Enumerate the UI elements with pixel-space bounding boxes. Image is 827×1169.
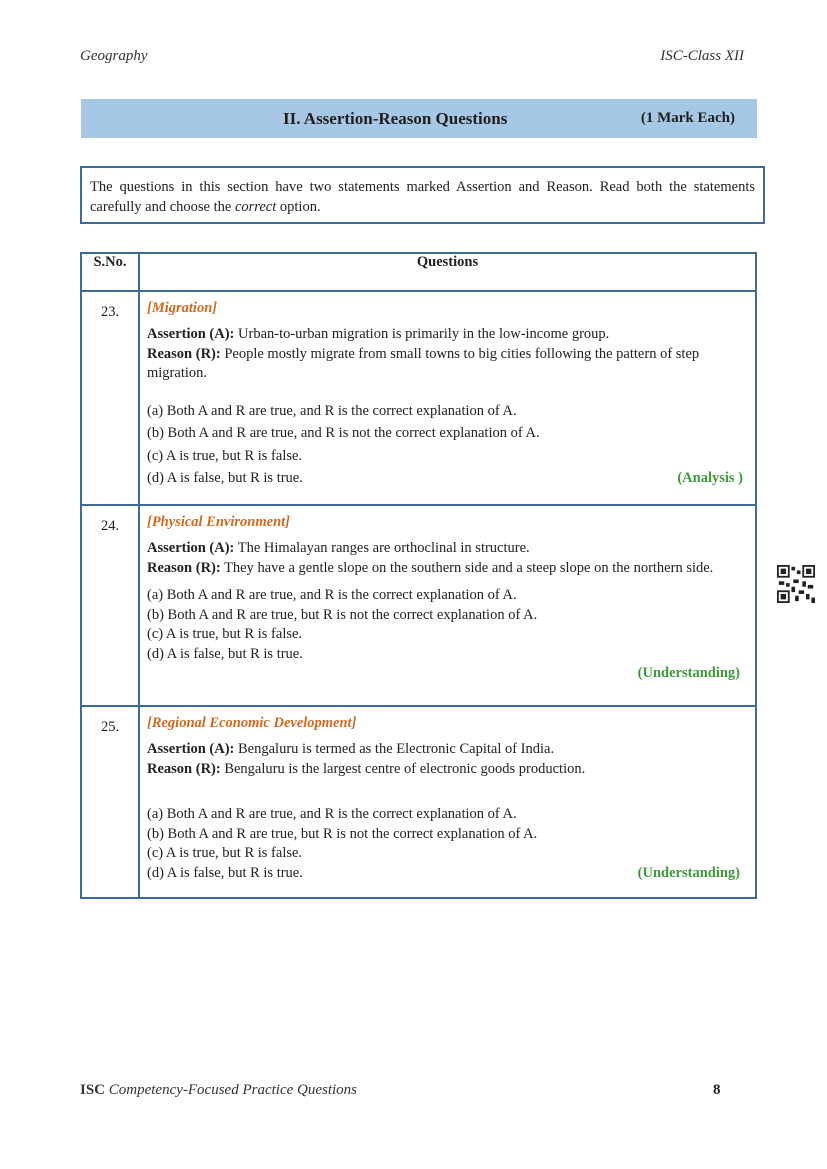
assertion-text: The Himalayan ranges are orthoclinal in structure. xyxy=(234,540,530,556)
assertion-text: Urban-to-urban migration is primarily in the low-income group. xyxy=(234,326,610,342)
assertion-line xyxy=(147,740,748,760)
option-d: (d) A is false, but R is true. xyxy=(147,645,303,662)
reason-text: Bengaluru is the largest centre of electronic goods production. xyxy=(220,760,586,777)
reason-label: Reason (R): xyxy=(147,559,221,576)
assertion-label: Assertion (A): xyxy=(147,741,235,757)
column-header-questions: Questions xyxy=(139,253,756,291)
column-header-sno: S.No. xyxy=(81,253,139,291)
option-d-text: (d) A is false, but R is true. xyxy=(147,470,303,486)
question-cell xyxy=(139,505,756,706)
reason-text: People mostly migrate from small towns to big cities following the pattern of step migration. xyxy=(147,345,700,381)
option-a: (a) Both A and R are true, and R is the correct explanation of A. xyxy=(147,402,517,419)
instructions-tail: option. xyxy=(276,199,321,215)
option-c: (c) A is true, but R is false. xyxy=(147,626,303,642)
question-number: 23. xyxy=(81,291,139,505)
option-a: (a) Both A and R are true, and R is the correct explanation of A. xyxy=(147,806,517,822)
table-header-row xyxy=(81,253,756,291)
header-class: ISC-Class XII xyxy=(660,48,744,64)
assertion-line xyxy=(147,325,748,345)
option-d-text: (d) A is false, but R is true. xyxy=(147,864,303,881)
reason-line xyxy=(147,760,748,780)
reason-line xyxy=(147,345,748,384)
cognitive-level: (Understanding) xyxy=(637,864,740,881)
reason-line xyxy=(147,559,748,579)
table-row xyxy=(81,505,756,706)
assertion-label: Assertion (A): xyxy=(147,326,235,342)
question-topic: [Migration] xyxy=(147,300,218,316)
option-c: (c) A is true, but R is false. xyxy=(147,447,303,464)
header-subject: Geography xyxy=(80,48,148,64)
table-row xyxy=(81,706,756,898)
question-topic: [Physical Environment] xyxy=(147,514,290,530)
questions-table xyxy=(80,252,757,899)
option-b: (b) Both A and R are true, but R is not the correct explanation of A. xyxy=(147,606,538,623)
option-b: (b) Both A and R are true, and R is not the correct explanation of A. xyxy=(147,425,540,441)
question-number: 25. xyxy=(81,706,139,898)
cognitive-level: (Understanding) xyxy=(637,665,740,681)
reason-text: They have a gentle slope on the southern side and a steep slope on the northern side. xyxy=(220,559,714,576)
option-d xyxy=(147,468,748,488)
table-row xyxy=(81,291,756,505)
level-line xyxy=(147,664,748,684)
cognitive-level: (Analysis ) xyxy=(677,470,743,486)
instructions-emphasis: correct xyxy=(234,199,277,215)
question-cell xyxy=(139,291,756,505)
footer-subtitle: Competency-Focused Practice Questions xyxy=(105,1082,358,1098)
section-marks: (1 Mark Each) xyxy=(640,110,735,126)
option-d xyxy=(147,864,748,884)
assertion-label: Assertion (A): xyxy=(147,540,235,556)
assertion-text: Bengaluru is termed as the Electronic Capital of India. xyxy=(234,741,555,757)
option-b: (b) Both A and R are true, but R is not the correct explanation of A. xyxy=(147,825,538,842)
option-c: (c) A is true, but R is false. xyxy=(147,845,303,861)
question-number: 24. xyxy=(81,505,139,706)
instructions-box xyxy=(80,166,765,224)
option-a: (a) Both A and R are true, and R is the correct explanation of A. xyxy=(147,587,517,603)
question-cell xyxy=(139,706,756,898)
section-heading-bar xyxy=(81,99,757,138)
section-title: II. Assertion-Reason Questions xyxy=(283,109,508,128)
question-topic: [Regional Economic Development] xyxy=(147,715,357,731)
footer-brand: ISC xyxy=(80,1082,106,1098)
instructions-text: The questions in this section have two statements marked Assertion and Reason. Read both the statements carefully and choose the xyxy=(90,179,755,215)
qr-code-icon[interactable] xyxy=(777,565,815,603)
reason-label: Reason (R): xyxy=(147,760,221,777)
reason-label: Reason (R): xyxy=(147,345,221,362)
page-number: 8 xyxy=(713,1082,721,1098)
assertion-line xyxy=(147,539,748,559)
footer-title xyxy=(80,1082,357,1099)
